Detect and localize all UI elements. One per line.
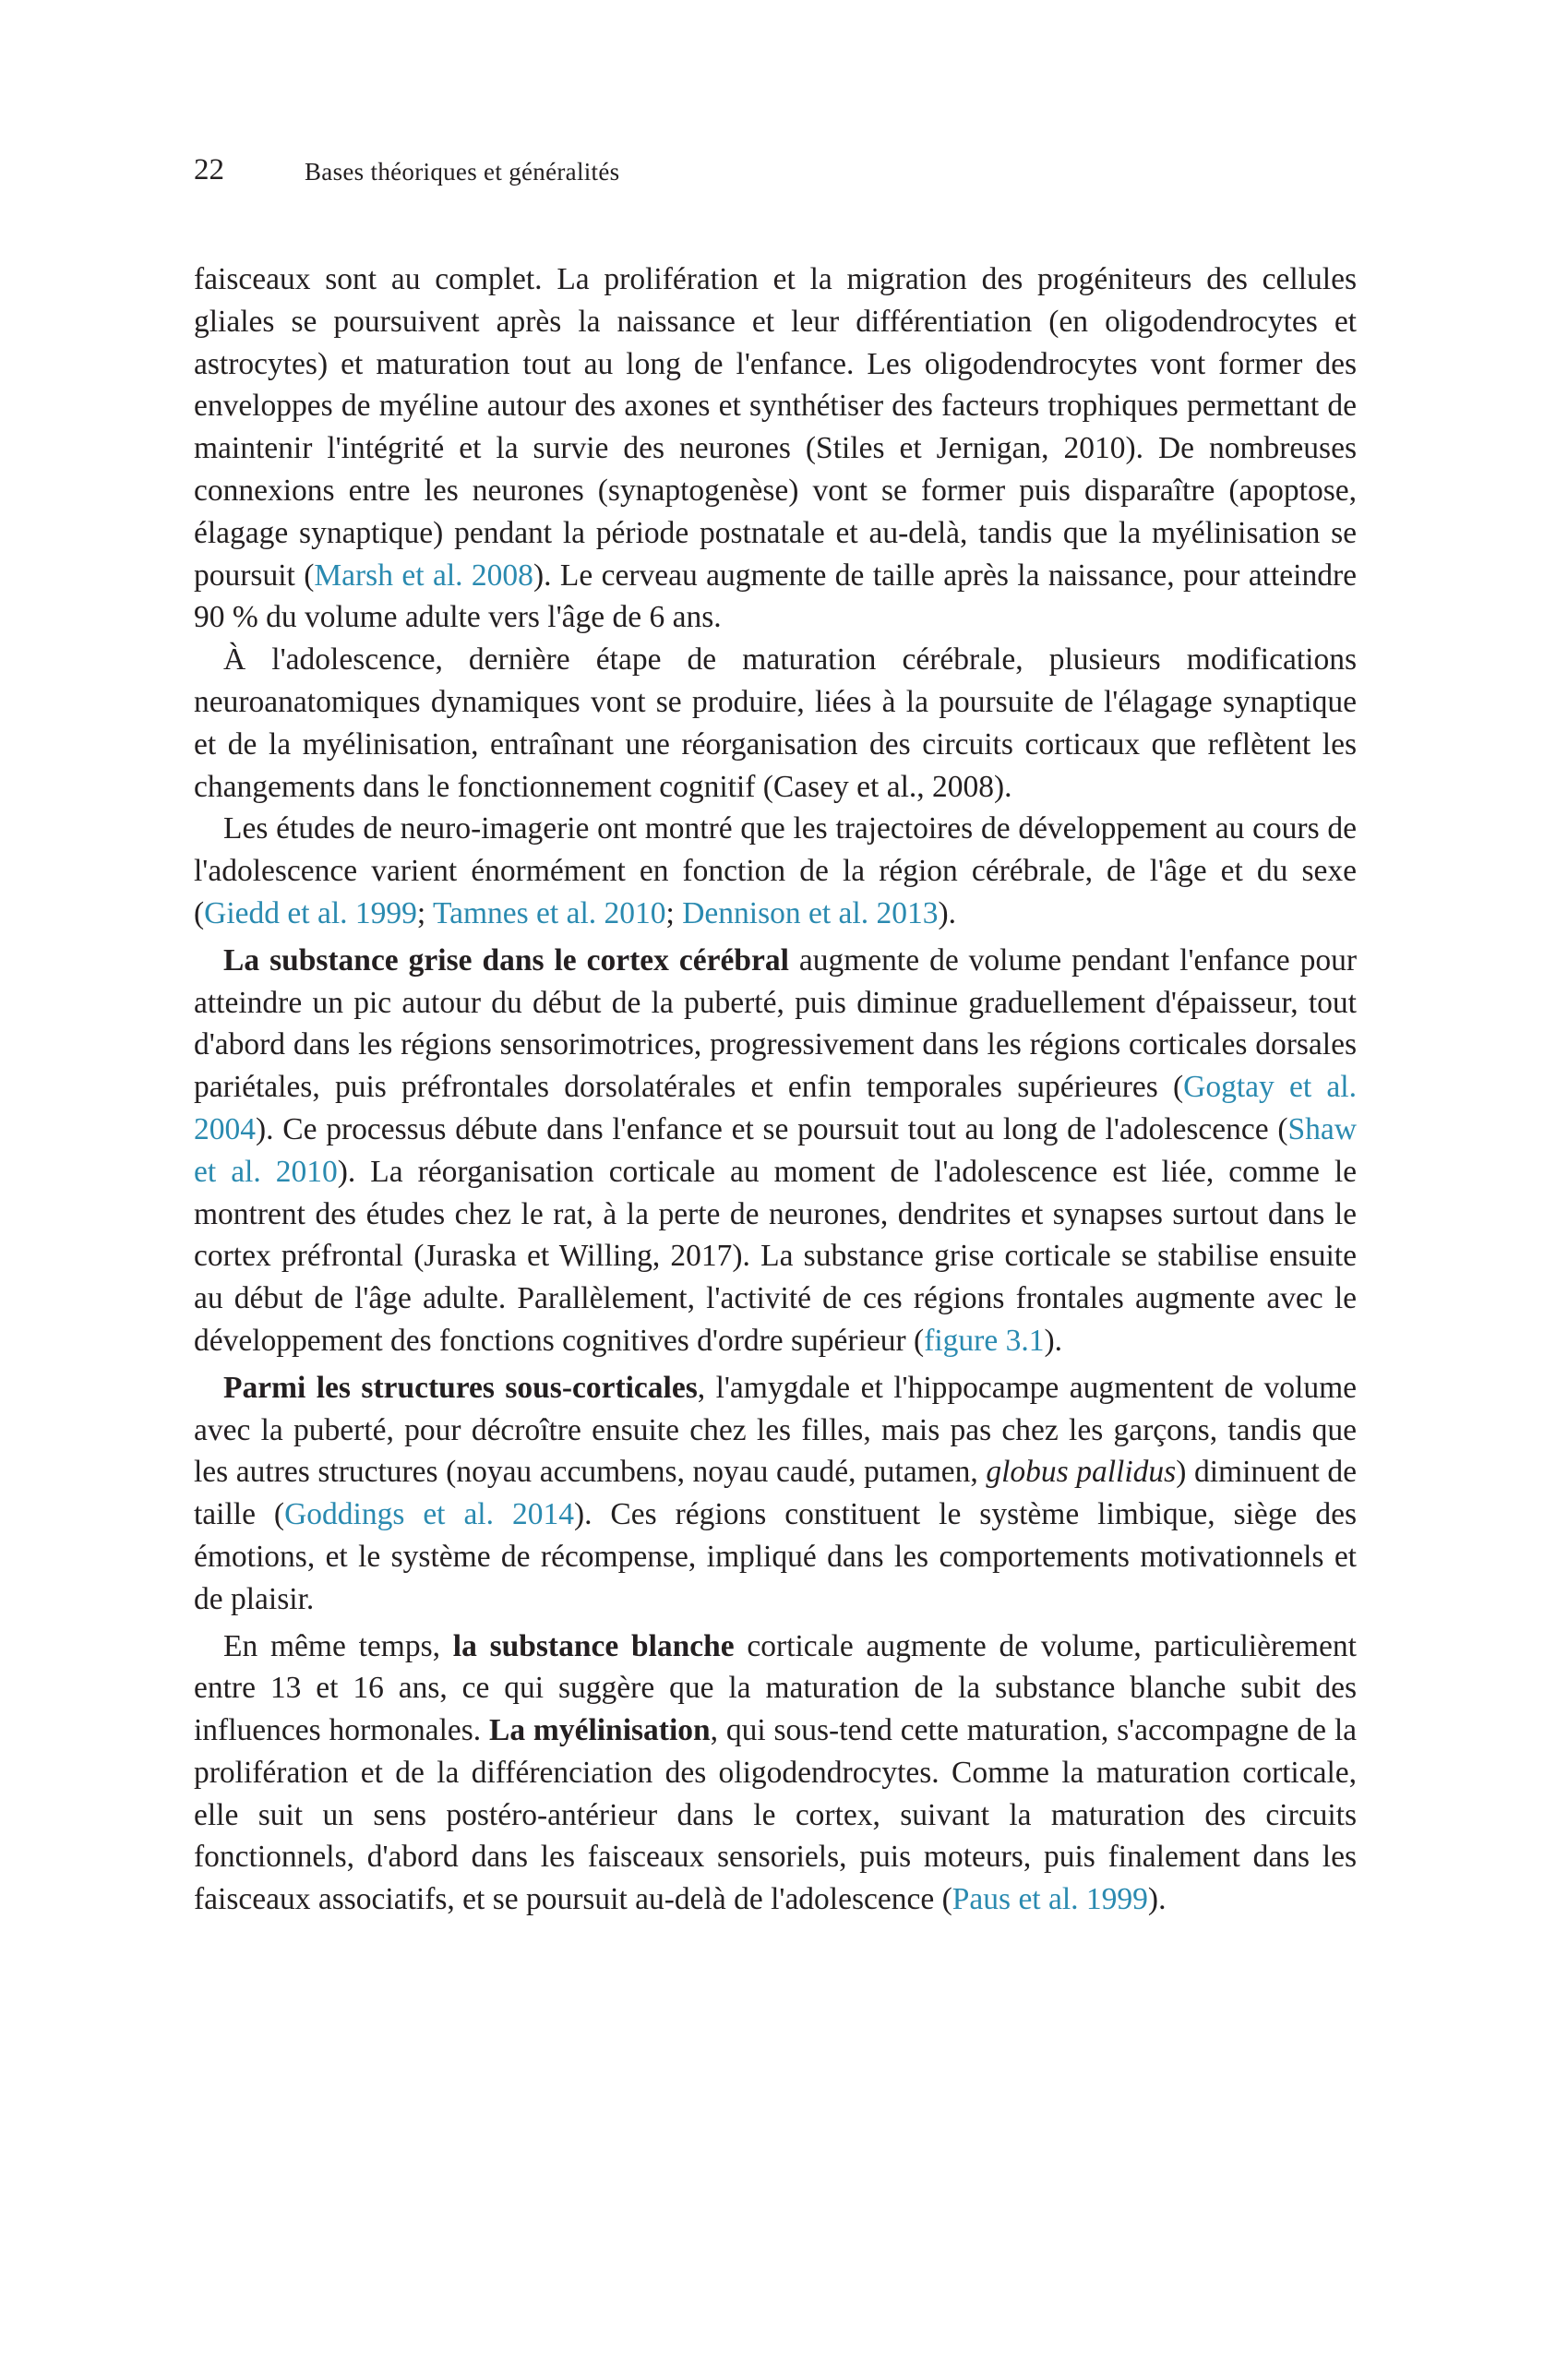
bold-lead-in: La substance grise dans le cortex cérébral <box>223 942 789 978</box>
citation-separator: ; <box>416 895 433 930</box>
paragraph-text: ) diminuent de taille ( <box>194 1455 1357 1532</box>
paragraph-4 <box>194 940 1357 1362</box>
citation-link[interactable]: Marsh et al. 2008 <box>314 558 533 593</box>
citation-link[interactable]: Goddings et al. 2014 <box>284 1497 574 1532</box>
bold-term: La myélinisation <box>489 1713 711 1748</box>
paragraph-5 <box>194 1367 1357 1621</box>
paragraph-text: Les études de neuro-imagerie ont montré que les trajectoires de développement au cours de l'adolescence varient énormément en fonction de la région cérébrale, de l'âge et du sexe ( <box>194 811 1357 930</box>
paragraph-text: augmente de volume pendant l'enfance pour atteindre un pic autour du début de la puberté, puis diminue graduellement d'épaisseur, tout d'abord dans les régions sensorimotrices, progressivement dans les régions corticales dorsales pariétales, puis préfrontales dorsolatérales et enfin temporales supérieures ( <box>194 942 1357 1105</box>
figure-link[interactable]: figure 3.1 <box>924 1323 1045 1358</box>
paragraph-text: , l'amygdale et l'hippocampe augmentent de volume avec la puberté, pour décroître ensuite chez les filles, mais pas chez les garçons, tandis que les autres structures (noyau accumbens, noyau caudé, putamen, <box>194 1370 1358 1490</box>
citation-link[interactable]: Shaw et al. 2010 <box>194 1111 1357 1189</box>
paragraph-text: ). <box>938 895 957 930</box>
paragraph-text: ). Ce processus débute dans l'enfance et se poursuit tout au long de l'adolescence ( <box>256 1111 1288 1146</box>
body-text <box>194 258 1357 1921</box>
running-head <box>194 148 1357 194</box>
citation-link[interactable]: Paus et al. 1999 <box>952 1882 1148 1917</box>
citation-link[interactable]: Dennison et al. 2013 <box>682 895 939 930</box>
paragraph-text: ). La réorganisation corticale au moment de l'adolescence est liée, comme le montrent des études chez le rat, à la perte de neurones, dendrites et synapses surtout dans le cortex préfrontal (Juraska et Willing, 2017). La substance grise corticale se stabilise ensuite au début de l'âge adulte. Parallèlement, l'activité de ces régions frontales augmente avec le développement des fonctions cognitives d'ordre supérieur ( <box>194 1154 1357 1358</box>
paragraph-text: , qui sous-tend cette maturation, s'accompagne de la prolifération et de la différenciation des oligodendrocytes. Comme la maturation corticale, elle suit un sens postéro-antérieur dans le cortex, suivant la maturation des circuits fonctionnels, d'abord dans les faisceaux sensoriels, puis moteurs, puis finalement dans les faisceaux associatifs, et se poursuit au-delà de l'adolescence ( <box>194 1713 1358 1917</box>
paragraph-3 <box>194 808 1357 934</box>
paragraph-text: corticale augmente de volume, particulièrement entre 13 et 16 ans, ce qui suggère que la maturation de la substance blanche subit des influences hormonales. <box>194 1628 1357 1748</box>
paragraph-text: À l'adolescence, dernière étape de maturation cérébrale, plusieurs modifications neuroanatomiques dynamiques vont se produire, liées à la poursuite de l'élagage synaptique et de la myélinisation, entraînant une réorganisation des circuits corticaux que reflètent les changements dans le fonctionnement cognitif (Casey et al., 2008). <box>194 642 1357 804</box>
paragraph-6 <box>194 1625 1357 1922</box>
page-number: 22 <box>194 153 224 186</box>
paragraph-text: ). Le cerveau augmente de taille après la naissance, pour atteindre 90 % du volume adulte vers l'âge de 6 ans. <box>194 558 1358 635</box>
paragraph-1 <box>194 258 1357 639</box>
paragraph-2 <box>194 639 1357 808</box>
paragraph-text: faisceaux sont au complet. La prolifération et la migration des progéniteurs des cellules gliales se poursuivent après la naissance et leur différentiation (en oligodendrocytes et astrocytes) et maturation tout au long de l'enfance. Les oligodendrocytes vont former des enveloppes de myéline autour des axones et synthétiser des facteurs trophiques permettant de maintenir l'intégrité et la survie des neurones (Stiles et Jernigan, 2010). De nombreuses connexions entre les neurones (synaptogenèse) vont se former puis disparaître (apoptose, élagage synaptique) pendant la période postnatale et au-delà, tandis que la myélinisation se poursuit ( <box>194 262 1357 593</box>
paragraph-text: ). <box>1147 1882 1167 1917</box>
bold-term: la substance blanche <box>452 1628 735 1663</box>
paragraph-text: En même temps, <box>223 1628 453 1663</box>
paragraph-text: ). <box>1044 1323 1062 1358</box>
citation-link[interactable]: Giedd et al. 1999 <box>204 895 417 930</box>
citation-separator: ; <box>665 895 683 930</box>
running-title: Bases théoriques et généralités <box>305 158 620 186</box>
bold-lead-in: Parmi les structures sous-corticales <box>223 1370 698 1405</box>
paragraph-text: ). Ces régions constituent le système limbique, siège des émotions, et le système de récompense, impliqué dans les comportements motivationnels et de plaisir. <box>194 1497 1358 1616</box>
italic-term: globus pallidus <box>986 1455 1177 1490</box>
citation-link[interactable]: Gogtay et al. 2004 <box>194 1070 1357 1146</box>
citation-link[interactable]: Tamnes et al. 2010 <box>432 895 666 930</box>
